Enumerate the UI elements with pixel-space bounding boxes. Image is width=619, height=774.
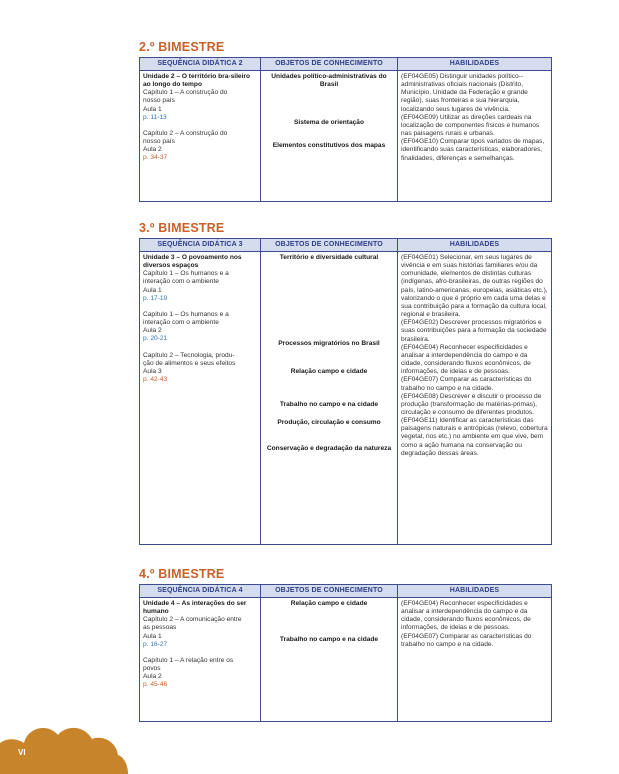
object-item: Produção, circulação e consumo (277, 418, 381, 426)
seq-block (143, 89, 257, 122)
chapter-line: interação com o ambiente (143, 319, 219, 327)
habilidade-item: (EF04GE07) Comparar as características do trabalho no campo e na cidade. (401, 376, 532, 392)
sequencia-cell (140, 252, 261, 545)
unit-title: Unidade 4 – As interações do ser humano (143, 600, 247, 616)
sequencia-cell (140, 598, 261, 722)
header-habilidades: HABILIDADES (398, 239, 552, 252)
habilidade-item: (EF04GE07) Comparar as características do trabalho no campo e na cidade. (401, 632, 532, 648)
habilidade-item: (EF04GE10) Comparar tipos variados de mapas, identificando suas características, elaboradores, finalidades, diferenças e semelhanças. (401, 138, 545, 162)
chapter-line: Capítulo 2 – A comunicação entre (143, 616, 242, 624)
section-bimestre-4 (139, 567, 551, 722)
chapter-line: interação com o ambiente (143, 278, 219, 286)
habilidade-item: (EF04GE08) Descrever e discutir o processo de produção (transformação de matérias-primas), circulação e consumo de diferentes produtos. (401, 392, 542, 416)
object-item: Elementos constitutivos dos mapas (272, 142, 386, 150)
bimestre-table (139, 584, 552, 722)
header-objetos: OBJETOS DE CONHECIMENTO (261, 239, 398, 252)
objetos-cell (261, 71, 398, 202)
table-header-row (140, 58, 552, 71)
chapter-line: Capítulo 2 – Tecnologia, produ- (143, 351, 235, 359)
chapter-line: as pessoas (143, 624, 177, 632)
section-title: 2.º BIMESTRE (139, 40, 225, 54)
table-header-row (140, 585, 552, 598)
seq-block (143, 130, 257, 163)
page-folio: VI (18, 748, 26, 757)
object-item: Conservação e degradação da natureza (266, 444, 392, 452)
habilidade-item: (EF04GE02) Descrever processos migratórios e suas contribuições para a formação da sociedade brasileira. (401, 319, 547, 343)
sequencia-cell (140, 71, 261, 202)
seq-block (143, 616, 257, 649)
lesson-label: Aula 1 (143, 632, 162, 640)
habilidades-cell (398, 252, 552, 545)
page-ref: p. 20-21 (143, 335, 168, 343)
habilidade-item: (EF04GE04) Reconhecer especificidades e analisar a interdependência do campo e da cidade, considerando fluxos econômicos, de informações, de ideias e de pessoas. (401, 600, 531, 632)
chapter-line: nosso país (143, 138, 175, 146)
unit-title: Unidade 2 – O território bra-sileiro ao longo do tempo (143, 73, 250, 89)
object-item: Trabalho no campo e na cidade (279, 401, 379, 409)
lesson-label: Aula 1 (143, 286, 162, 294)
object-item: Relação campo e cidade (290, 368, 368, 376)
footer-cloud-decoration (0, 715, 130, 774)
lesson-label: Aula 2 (143, 327, 162, 335)
objetos-cell (261, 598, 398, 722)
object-item: Trabalho no campo e na cidade (279, 636, 379, 644)
seq-block (143, 270, 257, 303)
lesson-label: Aula 1 (143, 105, 162, 113)
header-habilidades: HABILIDADES (398, 585, 552, 598)
object-item: Relação campo e cidade (290, 600, 368, 607)
table-row (140, 252, 552, 545)
chapter-line: Capítulo 1 – Os humanos e a (143, 270, 229, 278)
page-ref: p. 17-19 (143, 294, 168, 302)
object-item: Unidades político-administrativas do Brasil (271, 73, 387, 89)
objetos-cell (261, 252, 398, 545)
chapter-line: Capítulo 1 – A relação entre os (143, 656, 234, 664)
habilidades-cell (398, 598, 552, 722)
table-row (140, 71, 552, 202)
habilidade-item: (EF04GE11) Identificar as características das paisagens naturais e antrópicas (relevo, cobertura vegetal, rios etc.) no ambiente em que vive, bem como a ação humana na conservação ou degradação dessas áreas. (401, 417, 548, 457)
habilidade-item: (EF04GE09) Utilizar as direções cardeais na localização de componentes físicos e humanos nas paisagens rurais e urbanas. (401, 113, 540, 138)
page-ref: p. 16-27 (143, 640, 168, 648)
chapter-line: ção de alimentos e seus efeitos (143, 359, 236, 367)
header-objetos: OBJETOS DE CONHECIMENTO (261, 585, 398, 598)
section-bimestre-3 (139, 221, 551, 545)
seq-block (143, 311, 257, 344)
habilidades-cell (398, 71, 552, 202)
object-item: Processos migratórios no Brasil (278, 340, 380, 348)
unit-title: Unidade 3 – O povoamento nos diversos espaços (143, 254, 242, 270)
bimestre-table (139, 57, 552, 202)
header-sequencia: SEQUÊNCIA DIDÁTICA 3 (140, 239, 261, 252)
chapter-line: povos (143, 665, 161, 673)
page-ref: p. 45-46 (143, 681, 168, 689)
page-ref: p. 42-43 (143, 376, 168, 384)
page-ref: p. 11-13 (143, 113, 167, 121)
chapter-line: Capítulo 1 – Os humanos e a (143, 310, 229, 318)
header-sequencia: SEQUÊNCIA DIDÁTICA 2 (140, 58, 261, 71)
section-title: 4.º BIMESTRE (139, 567, 225, 581)
seq-block (143, 352, 257, 385)
section-bimestre-2 (139, 40, 551, 202)
object-item: Sistema de orientação (294, 119, 364, 127)
bimestre-table (139, 238, 552, 545)
chapter-line: nosso país (143, 97, 175, 105)
section-title: 3.º BIMESTRE (139, 221, 225, 235)
seq-block (143, 657, 257, 690)
habilidade-item: (EF04GE05) Distinguir unidades político--administrativas oficiais nacionais (Distrito, Município, Unidade da Federação e grande região), suas fronteiras e sua hierarquia, localizando seus lugares de vivência. (401, 73, 528, 113)
lesson-label: Aula 3 (143, 367, 162, 375)
header-habilidades: HABILIDADES (398, 58, 552, 71)
page-ref: p. 34-37 (143, 154, 168, 162)
object-item: Território e diversidade cultural (279, 254, 379, 261)
table-header-row (140, 239, 552, 252)
habilidade-item: (EF04GE04) Reconhecer especificidades e analisar a interdependência do campo e da cidade, considerando fluxos econômicos, de informações, de ideias e de pessoas. (401, 343, 531, 376)
lesson-label: Aula 2 (143, 146, 162, 154)
table-row (140, 598, 552, 722)
lesson-label: Aula 2 (143, 673, 162, 681)
habilidade-item: (EF04GE01) Selecionar, em seus lugares de vivência e em suas histórias familiares e/ou da comunidade, elementos de distintas culturas (indígenas, afro-brasileiras, de outras regiões do país, latino-americanas, europeias, asiáticas etc.), valorizando o que é próprio em cada uma delas e sua contribuição para a formação da cultura local, regional e brasileira. (401, 254, 548, 319)
header-sequencia: SEQUÊNCIA DIDÁTICA 4 (140, 585, 261, 598)
chapter-line: Capítulo 1 – A construção do (143, 89, 228, 97)
chapter-line: Capítulo 2 – A construção do (143, 129, 228, 137)
header-objetos: OBJETOS DE CONHECIMENTO (261, 58, 398, 71)
